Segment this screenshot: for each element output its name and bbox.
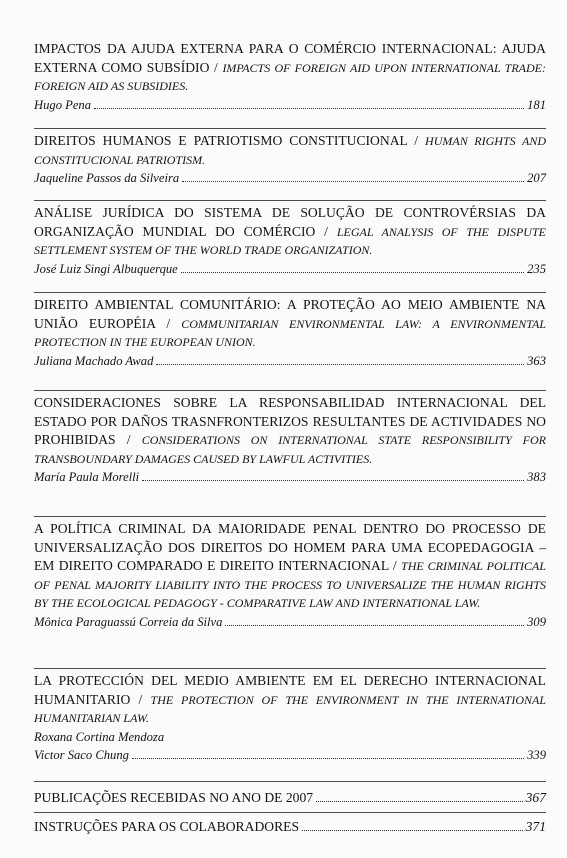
toc-entry-consideraciones[interactable] (34, 394, 546, 487)
separator-line (34, 668, 546, 669)
entry-title (34, 132, 546, 169)
author-line (34, 352, 546, 371)
dot-leader (132, 758, 524, 759)
entry-title (34, 520, 546, 613)
entry-title (34, 204, 546, 260)
page-number: 371 (525, 819, 546, 834)
title-line (34, 818, 546, 837)
author-first: Roxana Cortina Mendoza (34, 729, 165, 744)
toc-entry-proteccion-medio-ambiente[interactable] (34, 672, 546, 765)
toc-entry-publicacoes[interactable] (34, 789, 546, 808)
title-en: CONSIDERATIONS ON INTERNATIONAL STATE RESPONSIBILITY FOR TRANSBOUNDARY DAMAGES CAUSED BY LAWFUL ACTIVITIES. (34, 433, 546, 466)
author: María Paula Morelli (34, 470, 140, 484)
entry-title: INSTRUÇÕES PARA OS COLABORADORES (34, 819, 300, 834)
toc-entry-direitos-humanos[interactable] (34, 132, 546, 188)
title-en: IMPACTS OF FOREIGN AID UPON INTERNATIONAL TRADE: FOREIGN AID AS SUBSIDIES. (34, 60, 547, 93)
title-pt: IMPACTOS DA AJUDA EXTERNA PARA O COMÉRCIO INTERNACIONAL: AJUDA EXTERNA COMO SUBSÍDIO / (34, 41, 546, 75)
dot-leader (302, 830, 523, 831)
author-line (34, 169, 546, 188)
separator-line (34, 390, 546, 391)
author-line (34, 746, 546, 765)
title-en: THE PROTECTION OF THE ENVIRONMENT IN THE INTERNATIONAL HUMANITARIAN LAW. (34, 692, 546, 725)
title-en: THE CRIMINAL POLITICAL OF PENAL MAJORITY LIABILITY INTO THE PROCESS TO UNIVERSALIZE THE HUMAN RIGHTS BY THE ECOLOGICAL PEDAGOGY - COMPARATIVE LAW AND INTERNATIONAL LAW. (34, 559, 546, 610)
page-number: 363 (527, 353, 546, 368)
entry-title (34, 296, 546, 352)
title-pt: A POLÍTICA CRIMINAL DA MAIORIDADE PENAL DENTRO DO PROCESSO DE UNIVERSALIZAÇÃO DOS DIREITOS DO HOMEM PARA UMA ECOPEDAGOGIA – EM DIREITO COMPARADO E DIREITO INTERNACIONAL / (34, 521, 546, 573)
author: Mônica Paraguassú Correia da Silva (34, 614, 223, 629)
page-number: 367 (525, 790, 546, 805)
title-pt: LA PROTECCIÓN DEL MEDIO AMBIENTE EM EL DERECHO INTERNACIONAL HUMANITARIO / (34, 673, 546, 707)
title-en: LEGAL ANALYSIS OF THE DISPUTE SETTLEMENT SYSTEM OF THE WORLD TRADE ORGANIZATION. (34, 224, 546, 257)
separator-line (34, 516, 546, 517)
toc-entry-analise-juridica[interactable] (34, 204, 546, 278)
title-pt: DIREITO AMBIENTAL COMUNITÁRIO: A PROTEÇÃO AO MEIO AMBIENTE NA UNIÃO EUROPÉIA / (34, 297, 546, 331)
dot-leader (181, 272, 524, 273)
separator-line (34, 292, 546, 293)
entry-title (34, 672, 546, 728)
page-number: 383 (527, 470, 546, 484)
title-en: HUMAN RIGHTS AND CONSTITUCIONAL PATRIOTISM. (34, 134, 546, 167)
author-line (34, 468, 546, 487)
entry-title: PUBLICAÇÕES RECEBIDAS NO ANO DE 2007 (34, 790, 314, 805)
entry-title (34, 40, 546, 96)
author-line (34, 613, 546, 632)
title-pt: DIREITOS HUMANOS E PATRIOTISMO CONSTITUCIONAL / (34, 133, 426, 148)
entry-title (34, 394, 546, 468)
separator-line (34, 200, 546, 201)
page-number: 181 (527, 97, 546, 112)
title-en: COMMUNITARIAN ENVIRONMENTAL LAW: A ENVIRONMENTAL PROTECTION IN THE EUROPEAN UNION. (34, 316, 547, 349)
title-pt: ANÁLISE JURÍDICA DO SISTEMA DE SOLUÇÃO DE CONTROVÉRSIAS DA ORGANIZAÇÃO MUNDIAL DO COMÉRCIO / (34, 205, 546, 239)
dot-leader (225, 625, 524, 626)
separator-line (34, 781, 546, 782)
author-line (34, 96, 546, 115)
page-number: 207 (527, 171, 546, 185)
author: Jaqueline Passos da Silveira (34, 171, 180, 185)
separator-line (34, 812, 546, 813)
page-number: 309 (527, 614, 546, 629)
author: Victor Saco Chung (34, 748, 129, 762)
toc-entry-politica-criminal[interactable] (34, 520, 546, 631)
toc-entry-impactos[interactable] (34, 40, 546, 114)
author-line (34, 260, 546, 279)
dot-leader (316, 801, 523, 802)
dot-leader (94, 108, 524, 109)
page-number: 235 (527, 261, 546, 276)
author: José Luiz Singi Albuquerque (34, 261, 178, 276)
dot-leader (142, 480, 524, 481)
dot-leader (182, 181, 524, 182)
toc-entry-direito-ambiental[interactable] (34, 296, 546, 370)
toc-entry-instrucoes[interactable] (34, 818, 546, 837)
dot-leader (156, 364, 524, 365)
title-pt: CONSIDERACIONES SOBRE LA RESPONSABILIDAD INTERNACIONAL DEL ESTADO POR DAÑOS TRASNFRONTERIZOS RESULTANTES DE ACTIVIDADES NO PROHIBIDAS / (34, 395, 546, 447)
title-line (34, 789, 546, 808)
separator-line (34, 128, 546, 129)
author: Hugo Pena (34, 97, 92, 112)
author: Juliana Machado Awad (34, 353, 154, 368)
page-number: 339 (527, 748, 546, 762)
